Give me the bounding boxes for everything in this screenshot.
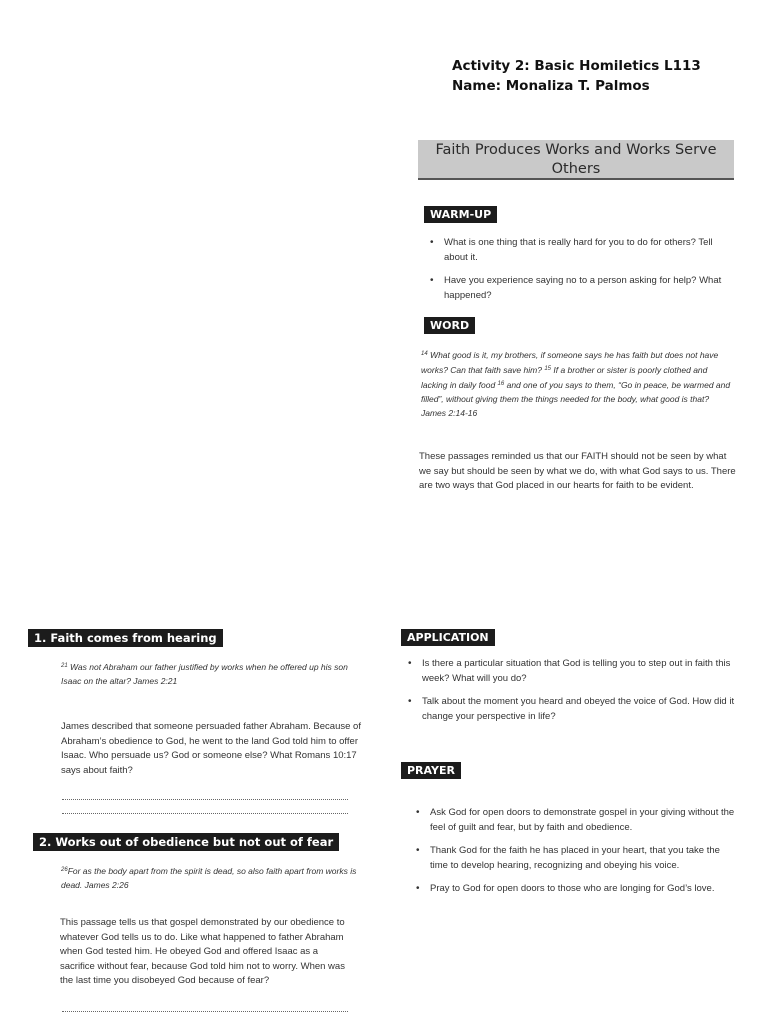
warmup-label: WARM-UP: [424, 206, 497, 223]
verse-text: Was not Abraham our father justified by works when he offered up his son Isaac on the altar? James 2:21: [61, 662, 348, 686]
section1-body: James described that someone persuaded father Abraham. Because of Abraham’s obedience to God, he went to the land God told him to offer Isaac. Who persuade us? God or someone else? What Romans 10:17 says about faith?: [61, 721, 361, 776]
lesson-title-line2: Others: [551, 161, 601, 177]
warmup-item: • What is one thing that is really hard for you to do for others? Tell about it.: [428, 236, 738, 265]
application-list: [406, 657, 736, 733]
application-item: • Is there a particular situation that God is telling you to step out in faith this week? What will you do?: [406, 657, 736, 686]
activity-title: Activity 2: Basic Homiletics L113: [452, 58, 701, 74]
answer-line: [62, 799, 348, 800]
lesson-title: [418, 140, 734, 180]
verse-text: and one of you says to them, “Go in peace, be warmed and filled”, without giving them the things needed for the body, what good is that? James 2:14-16: [421, 380, 731, 418]
section2-body: This passage tells us that gospel demonstrated by our obedience to whatever God tells us to do. Like what happened to father Abraham when God tested him. He obeyed God and offered Isaac as a sacrifice without fear, because God told him not to worry. When was the last time you disobeyed God because of fear?: [60, 917, 345, 986]
section1-heading: 1. Faith comes from hearing: [28, 629, 223, 647]
section1-verse: [61, 659, 361, 688]
warmup-item: • Have you experience saying no to a person asking for help? What happened?: [428, 274, 738, 303]
application-item: • Talk about the moment you heard and obeyed the voice of God. How did it change your perspective in life?: [406, 695, 736, 724]
prayer-item: • Ask God for open doors to demonstrate gospel in your giving without the feel of guilt and fear, but by faith and obedience.: [414, 806, 739, 835]
section2-verse: [61, 863, 366, 892]
verse-number: 15: [544, 366, 551, 372]
verse-text: If a brother or sister is poorly clothed and lacking in daily food: [421, 365, 708, 390]
verse-text: What good is it, my brothers, if someone says he has faith but does not have works? Can that faith save him?: [421, 350, 719, 375]
application-label: APPLICATION: [401, 629, 495, 646]
answer-line: [62, 1011, 348, 1012]
verse-number: 14: [421, 351, 428, 357]
prayer-list: [414, 806, 739, 906]
answer-line: [62, 813, 348, 814]
lesson-title-line1: Faith Produces Works and Works Serve: [435, 142, 717, 158]
prayer-label: PRAYER: [401, 762, 461, 779]
prayer-item: • Thank God for the faith he has placed in your heart, that you take the time to develop hearing, recognizing and obeying his voice.: [414, 844, 739, 873]
word-verse: [421, 347, 733, 420]
verse-number: 16: [497, 381, 505, 387]
verse-number: 21: [61, 663, 68, 669]
word-label: WORD: [424, 317, 475, 334]
section2-heading: 2. Works out of obedience but not out of fear: [33, 833, 339, 851]
warmup-list: [428, 236, 738, 312]
prayer-item: • Pray to God for open doors to those who are longing for God’s love.: [414, 882, 739, 897]
student-name: Name: Monaliza T. Palmos: [452, 78, 650, 94]
verse-number: 26: [61, 867, 68, 873]
word-summary: These passages reminded us that our FAITH should not be seen by what we say but should be seen by what we do, with what God says to us. There are two ways that God placed in our hearts for faith to be evident.: [419, 451, 736, 491]
verse-text: For as the body apart from the spirit is dead, so also faith apart from works is dead. James 2:26: [61, 866, 357, 890]
